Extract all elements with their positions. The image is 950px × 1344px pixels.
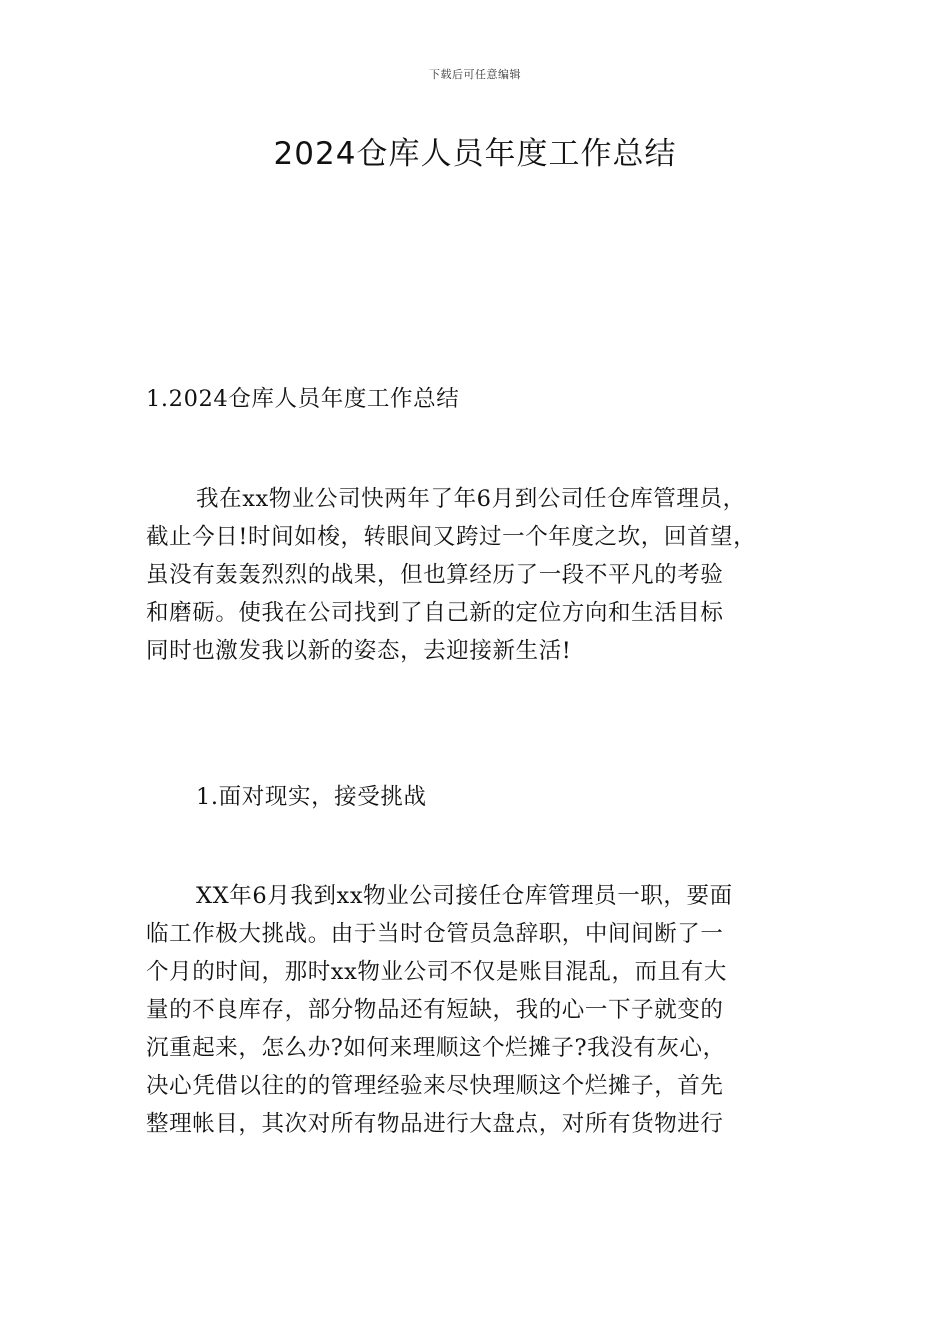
paragraph-1-line: 截止今日!时间如梭，转眼间又跨过一个年度之坎，回首望， [146,524,757,550]
paragraph-1-line: 同时也激发我以新的姿态，去迎接新生活! [146,638,572,664]
paragraph-1-line: 和磨砺。使我在公司找到了自己新的定位方向和生活目标 [146,600,724,626]
paragraph-1-line: 我在xx物业公司快两年了年6月到公司任仓库管理员， [196,486,746,512]
paragraph-2-line: 整理帐目，其次对所有物品进行大盘点，对所有货物进行 [146,1111,724,1137]
subheading: 1.面对现实，接受挑战 [196,784,427,810]
paragraph-1-line: 虽没有轰轰烈烈的战果，但也算经历了一段不平凡的考验 [146,562,724,588]
paragraph-2-line: 决心凭借以往的的管理经验来尽快理顺这个烂摊子，首先 [146,1073,724,1099]
paragraph-2-line: XX年6月我到xx物业公司接任仓库管理员一职，要面 [196,883,733,909]
paragraph-2-line: 个月的时间，那时xx物业公司不仅是账目混乱，而且有大 [146,959,727,985]
paragraph-2 [146,877,814,1143]
paragraph-2-line: 临工作极大挑战。由于当时仓管员急辞职，中间间断了一 [146,921,724,947]
paragraph-2-line: 沉重起来，怎么办?如何来理顺这个烂摊子?我没有灰心， [146,1035,726,1061]
header-note: 下载后可任意编辑 [429,68,521,81]
paragraph-1 [146,480,814,670]
document-title: 2024仓库人员年度工作总结 [273,136,677,172]
paragraph-2-line: 量的不良库存，部分物品还有短缺，我的心一下子就变的 [146,997,724,1023]
section-heading: 1.2024仓库人员年度工作总结 [146,386,460,412]
